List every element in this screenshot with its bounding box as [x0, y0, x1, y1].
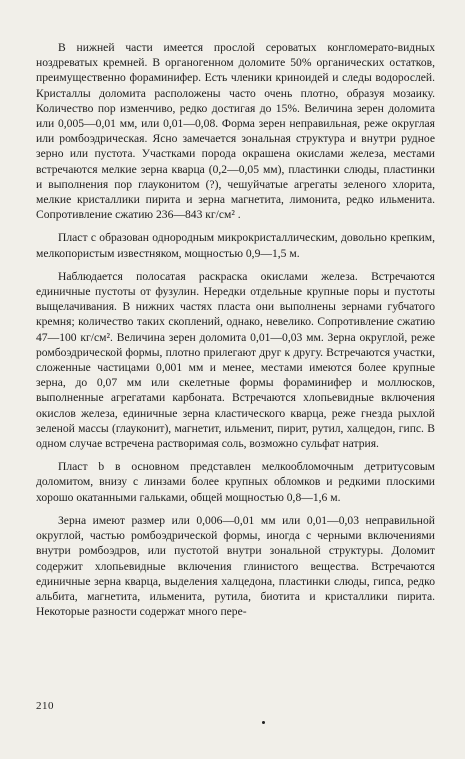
paragraph-layer-c: Пласт с образован однородным микрокристаллическим, довольно крепким, мелкопористым известняком, мощностью 0,9—1,5 м.	[36, 231, 435, 260]
print-speck	[262, 721, 265, 724]
page-number: 210	[36, 700, 54, 712]
paragraph-grain-size: Зерна имеют размер или 0,006—0,01 мм или 0,01—0,03 неправильной округлой, частью ромбоэдрической формы, иногда с черными включениями внутри ромбоэдров, или пустотой внутри зональной структуры. Доломит содержит хлопьевидные включения глинистого вещества. Встречаются единичные зерна кварца, выделения халцедона, пластинки слюды, гипса, редко альбита, магнетита, ильменита, рутила, биотита и кристаллики пирита. Некоторые разности содержат много пере-	[36, 513, 435, 619]
text-column	[36, 40, 435, 619]
paragraph-layer-b: Пласт b в основном представлен мелкообломочным детритусовым доломитом, внизу с линзами более крупных обломков и редкими плоскими хорошо окатанными гальками, общей мощностью 0,8—1,6 м.	[36, 460, 435, 504]
paragraph-banding: Наблюдается полосатая раскраска окислами железа. Встречаются единичные пустоты от фузулин. Нередки отдельные крупные поры и пустоты выщелачивания. В нижних частях пласта они выполнены зернами губчатого кремня; количество таких скоплений, однако, невелико. Сопротивление сжатию 47—100 кг/см². Величина зерен доломита 0,01—0,03 мм. Зерна округлой, реже ромбоэдрической формы, плотно прилегают друг к другу. Встречаются участки, сложенные частицами 0,001 мм и менее, местами имеются более крупные зерна, до 0,07 мм или скелетные формы фораминифер и моллюсков, выполненные агрегатами карбоната. Встречаются хлопьевидные включения окислов железа, единичные зерна кластического кварца, реже гнезда рыхлой зеленой массы (глауконит), магнетит, ильменит, пирит, рутил, халцедон, гипс. В одном случае встречена растворимая соль, возможно сульфат натрия.	[36, 269, 435, 451]
paragraph-dolomite-organogenic: В нижней части имеется прослой сероватых конгломерато-видных ноздреватых кремней. В органогенном доломите 50% органических остатков, преимущественно фораминифер. Есть членики криноидей и следы водорослей. Кристаллы доломита расположены часто очень плотно, образуя мозаику. Количество пор изменчиво, редко достигая до 15%. Величина зерен доломита или 0,005—0,01 мм, или 0,01—0,08. Форма зерен неправильная, реже округлая или ромбоэдрическая. Ясно замечается зональная структура и внутри рудное зерно или пустота. Участками порода окрашена окислами железа, местами встречаются мелкие зерна кварца (0,2—0,05 мм), пластинки слюды, пластинки и выполнения пор глауконитом (?), чешуйчатые агрегаты зеленого хлорита, мелкие кристаллики пирита и зерна магнетита, лимонита, редко ильменита. Сопротивление сжатию 236—843 кг/см² .	[36, 41, 435, 222]
